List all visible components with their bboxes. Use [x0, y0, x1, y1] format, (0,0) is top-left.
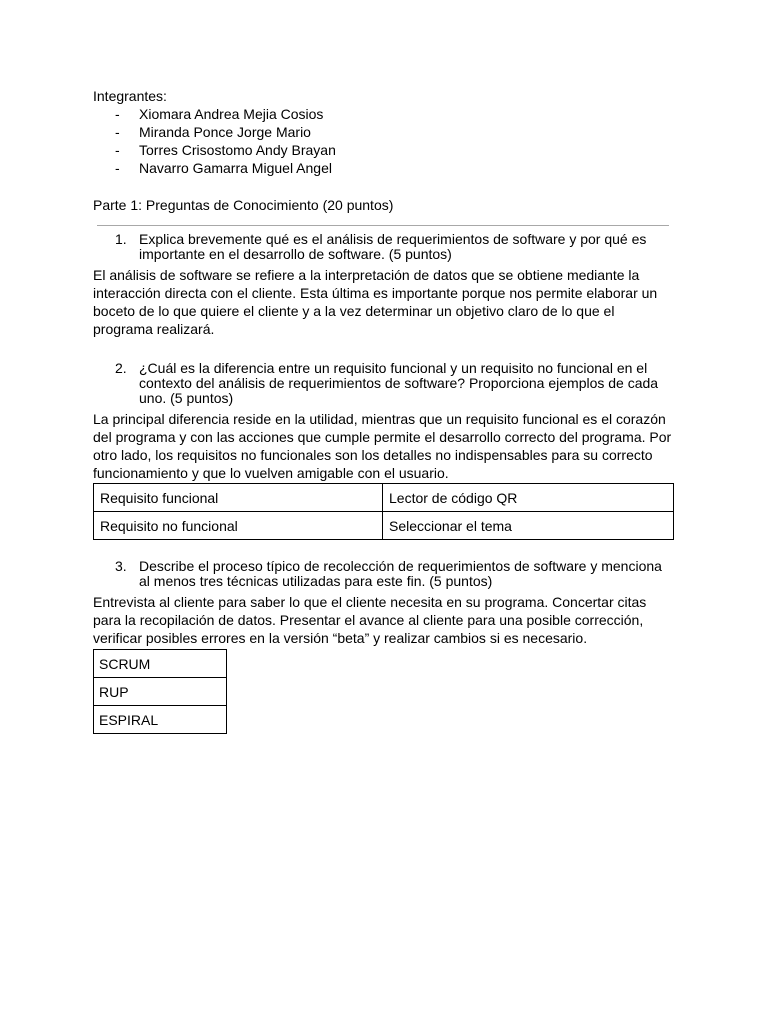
- requirements-table: [93, 483, 674, 540]
- table-cell: Requisito funcional: [94, 484, 383, 512]
- horizontal-divider: [97, 225, 669, 226]
- bullet-dash: -: [115, 124, 120, 140]
- table-row: [94, 484, 674, 512]
- question-2: [93, 361, 675, 406]
- question-1: [93, 232, 675, 262]
- members-list: [93, 105, 675, 177]
- spacer: [93, 338, 675, 355]
- table-cell: Lector de código QR: [383, 484, 674, 512]
- answer-1: El análisis de software se refiere a la interpretación de datos que se obtiene mediante la interacción directa con el cliente. Esta última es importante porque nos permite elaborar un boceto de lo que quiere el cliente y a la vez determinar un objetivo claro de lo que el programa realizará.: [93, 267, 658, 337]
- question-3: [93, 559, 675, 589]
- member-name: Torres Crisostomo Andy Brayan: [139, 142, 336, 158]
- part-title: Parte 1: Preguntas de Conocimiento (20 puntos): [93, 197, 394, 213]
- question-number: 1.: [115, 231, 127, 247]
- techniques-table: [93, 649, 227, 734]
- list-item: [93, 141, 675, 159]
- bullet-dash: -: [115, 106, 120, 122]
- question-text: ¿Cuál es la diferencia entre un requisito funcional y un requisito no funcional en el contexto del análisis de requerimientos de software? Proporciona ejemplos de cada uno. (5 puntos): [139, 360, 659, 406]
- member-name: Navarro Gamarra Miguel Angel: [139, 160, 332, 176]
- bullet-dash: -: [115, 142, 120, 158]
- list-item: [93, 159, 675, 177]
- list-item: [93, 105, 675, 123]
- table-cell: SCRUM: [94, 650, 227, 678]
- member-name: Xiomara Andrea Mejia Cosios: [139, 106, 324, 122]
- table-row: [94, 512, 674, 540]
- question-text: Describe el proceso típico de recolección de requerimientos de software y menciona al menos tres técnicas utilizadas para este fin. (5 puntos): [139, 558, 662, 589]
- question-number: 2.: [115, 360, 127, 376]
- spacer: [93, 540, 675, 553]
- list-item: [93, 123, 675, 141]
- table-row: [94, 678, 227, 706]
- table-cell: ESPIRAL: [94, 706, 227, 734]
- table-row: [94, 706, 227, 734]
- table-row: [94, 650, 227, 678]
- answer-3: Entrevista al cliente para saber lo que el cliente necesita en su programa. Concertar citas para la recopilación de datos. Presentar el avance al cliente para una posible corrección, verificar posibles errores en la versión “beta” y realizar cambios si es necesario.: [93, 594, 647, 646]
- document-page: [93, 87, 675, 734]
- member-name: Miranda Ponce Jorge Mario: [139, 124, 311, 140]
- members-heading: Integrantes:: [93, 88, 167, 104]
- question-text: Explica brevemente qué es el análisis de requerimientos de software y por qué es importante en el desarrollo de software. (5 puntos): [139, 231, 647, 262]
- table-cell: RUP: [94, 678, 227, 706]
- question-number: 3.: [115, 558, 127, 574]
- answer-2: La principal diferencia reside en la utilidad, mientras que un requisito funcional es el corazón del programa y con las acciones que cumple permite el desarrollo correcto del programa. Por otro lado, los requisitos no funcionales son los detalles no indispensables para su correcto funcionamiento y que lo vuelven amigable con el usuario.: [93, 411, 672, 481]
- table-cell: Seleccionar el tema: [383, 512, 674, 540]
- table-cell: Requisito no funcional: [94, 512, 383, 540]
- bullet-dash: -: [115, 160, 120, 176]
